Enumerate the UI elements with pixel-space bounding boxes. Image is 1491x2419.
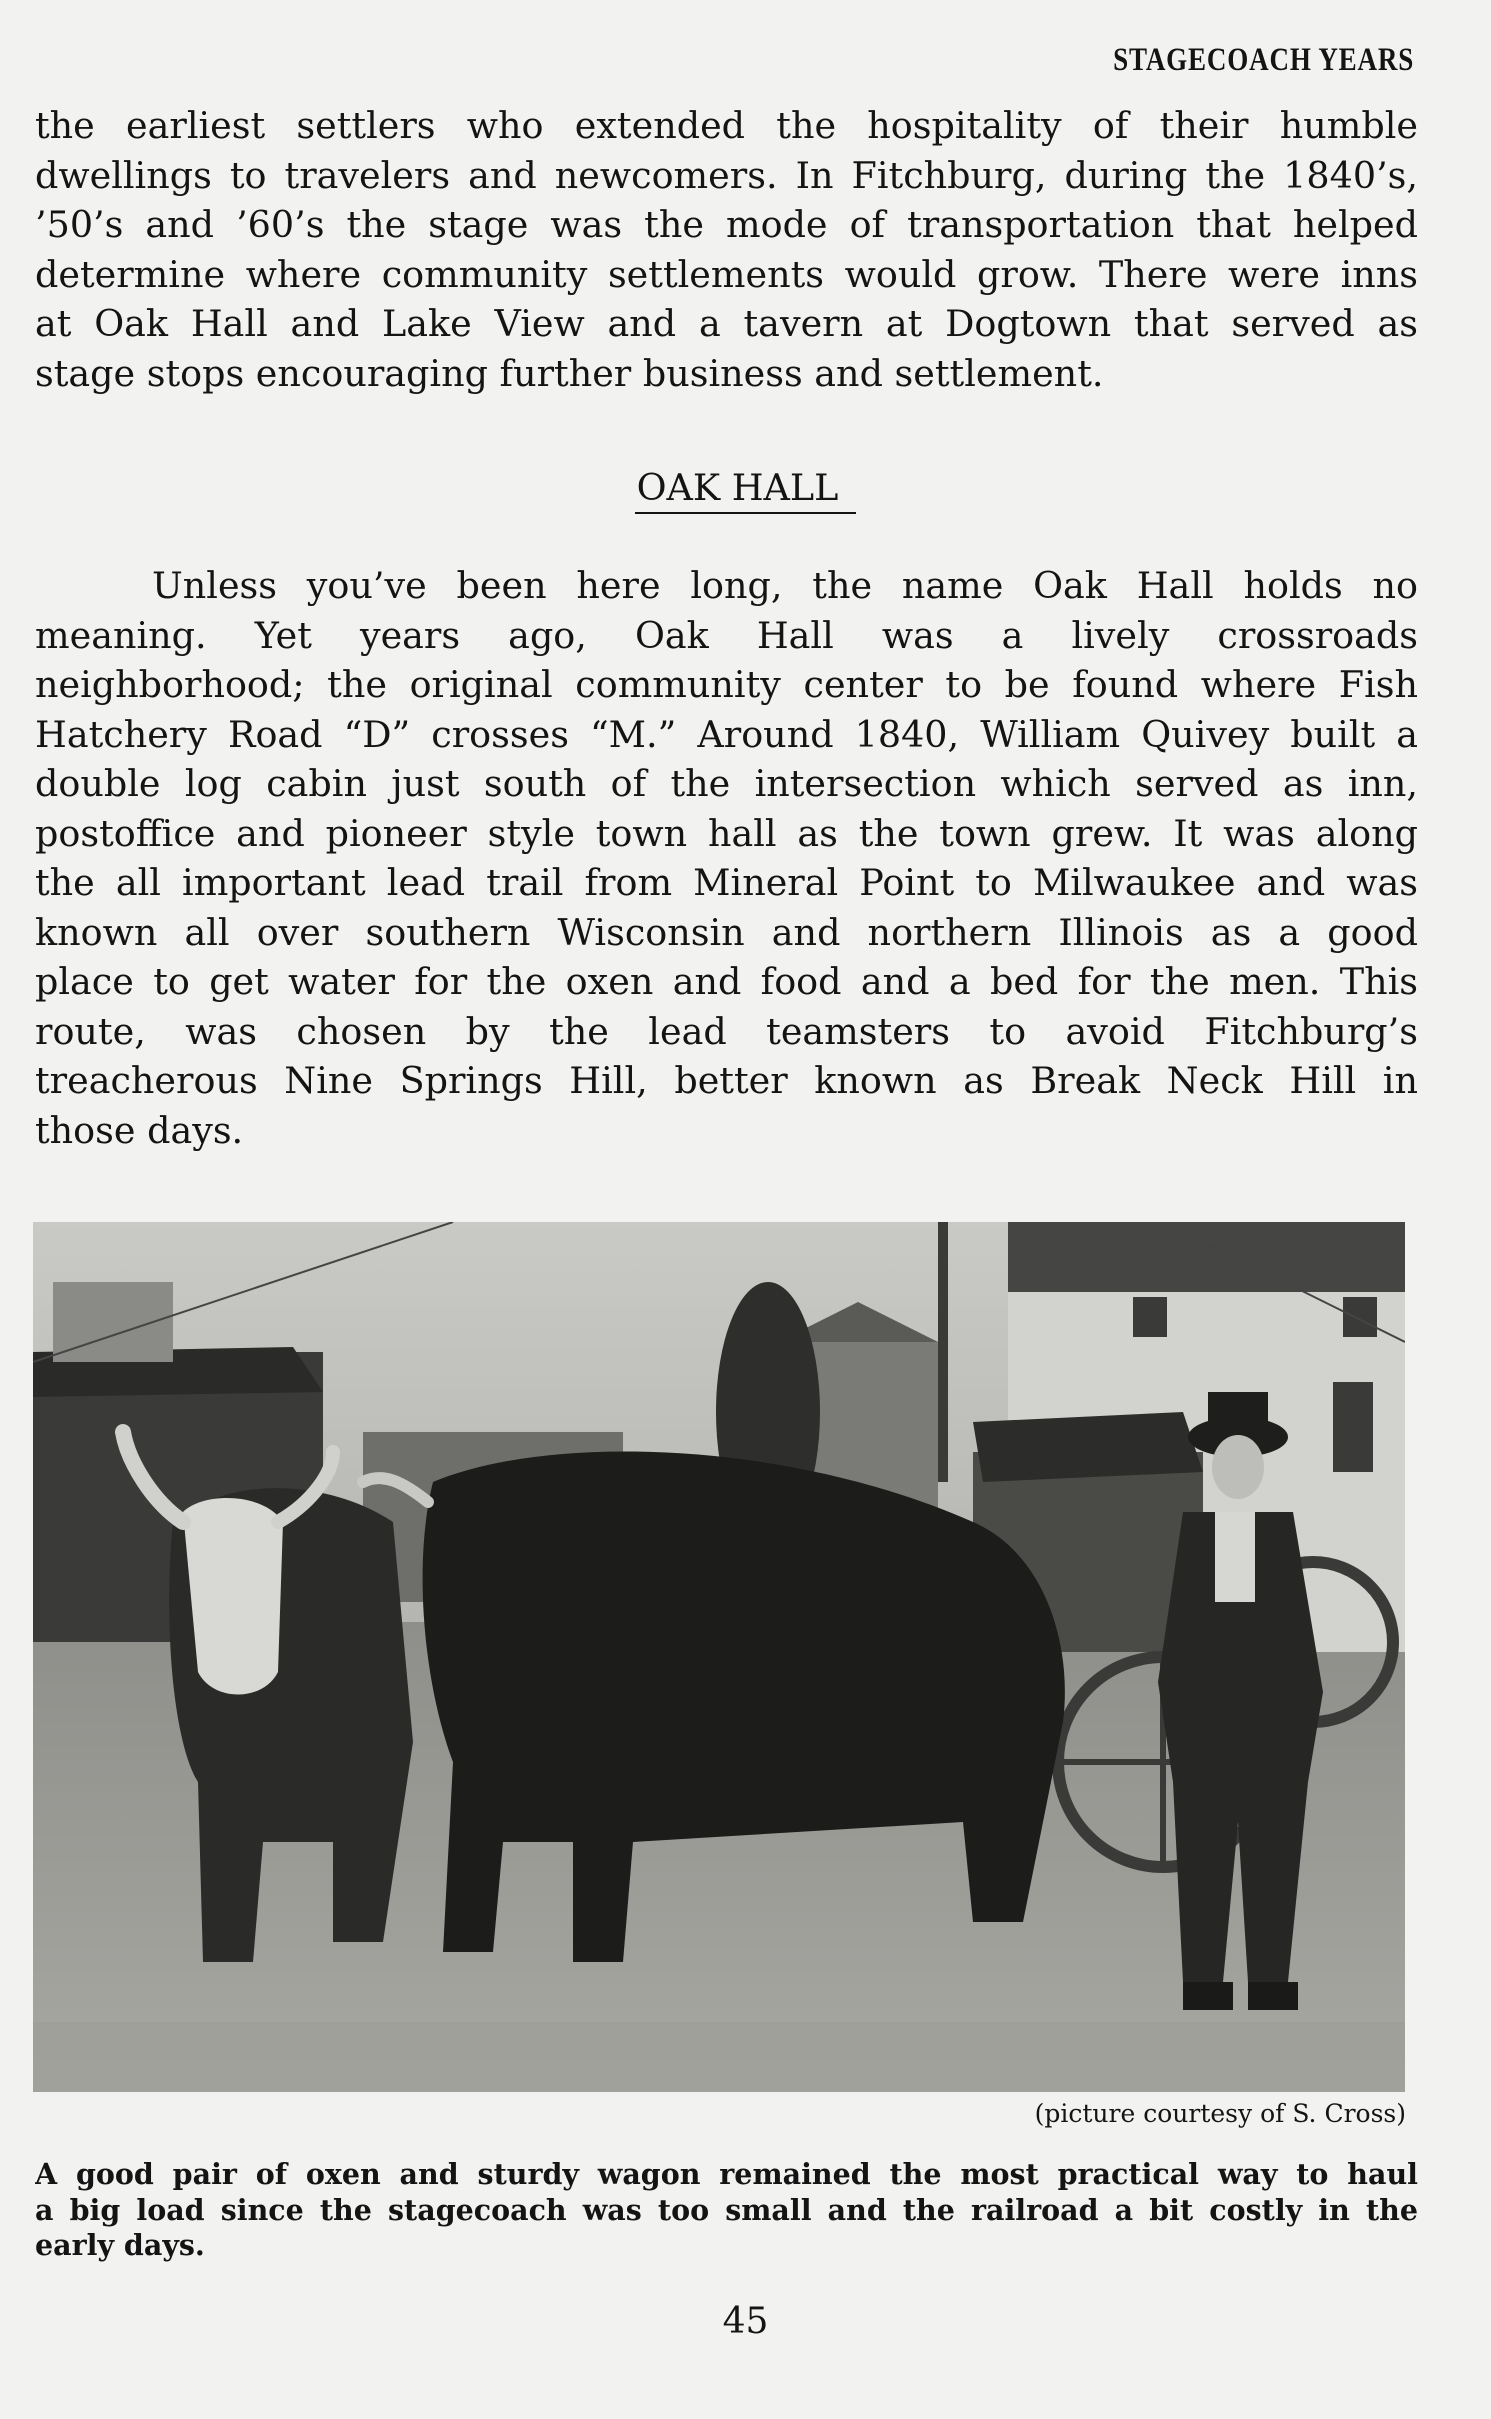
section-heading-text: OAK HALL	[635, 466, 857, 514]
caption-line: A good pair of oxen and sturdy wagon remained the most practical way to haul	[35, 2157, 1418, 2191]
text-line: the all important lead trail from Mineral Point to Milwaukee and was	[35, 861, 1418, 904]
oxen-wagon-photo	[33, 1222, 1405, 2092]
text-line: dwellings to travelers and newcomers. In Fitchburg, during the 1840’s,	[35, 153, 1418, 197]
text-line: the earliest settlers who extended the hospitality of their humble	[35, 104, 1418, 147]
text-line: place to get water for the oxen and food and a bed for the men. This	[35, 960, 1418, 1003]
text-line: known all over southern Wisconsin and northern Illinois as a good	[35, 910, 1418, 954]
text-line: Unless you’ve been here long, the name Oak Hall holds no	[152, 564, 1418, 607]
running-header: STAGECOACH YEARS	[1112, 42, 1414, 78]
text-line: ’50’s and ’60’s the stage was the mode of transportation that helped	[35, 203, 1418, 246]
photo-credit: (picture courtesy of S. Cross)	[1034, 2099, 1406, 2128]
page-number: 45	[722, 2301, 769, 2342]
caption-line: early days.	[35, 2228, 205, 2262]
section-heading	[0, 463, 1491, 514]
text-line: double log cabin just south of the intersection which served as inn,	[35, 762, 1418, 805]
photo-illustration	[33, 1222, 1405, 2092]
text-line: postoffice and pioneer style town hall as the town grew. It was along	[35, 811, 1418, 855]
text-line: route, was chosen by the lead teamsters to avoid Fitchburg’s	[35, 1009, 1418, 1053]
text-line: stage stops encouraging further business and settlement.	[35, 351, 1104, 395]
text-line: determine where community settlements would grow. There were inns	[35, 252, 1418, 296]
paragraph-oak-hall	[35, 561, 1418, 1155]
text-line: Hatchery Road “D” crosses “M.” Around 1840, William Quivey built a	[35, 712, 1418, 756]
text-line: meaning. Yet years ago, Oak Hall was a lively crossroads	[35, 613, 1418, 657]
text-line: treacherous Nine Springs Hill, better known as Break Neck Hill in	[35, 1059, 1418, 1102]
photo-caption	[35, 2157, 1418, 2264]
caption-line: a big load since the stagecoach was too small and the railroad a bit costly in the	[35, 2192, 1418, 2227]
text-line: those days.	[35, 1108, 244, 1152]
text-line: at Oak Hall and Lake View and a tavern at Dogtown that served as	[35, 302, 1418, 345]
text-line: neighborhood; the original community center to be found where Fish	[35, 663, 1418, 706]
paragraph-intro	[35, 101, 1418, 398]
